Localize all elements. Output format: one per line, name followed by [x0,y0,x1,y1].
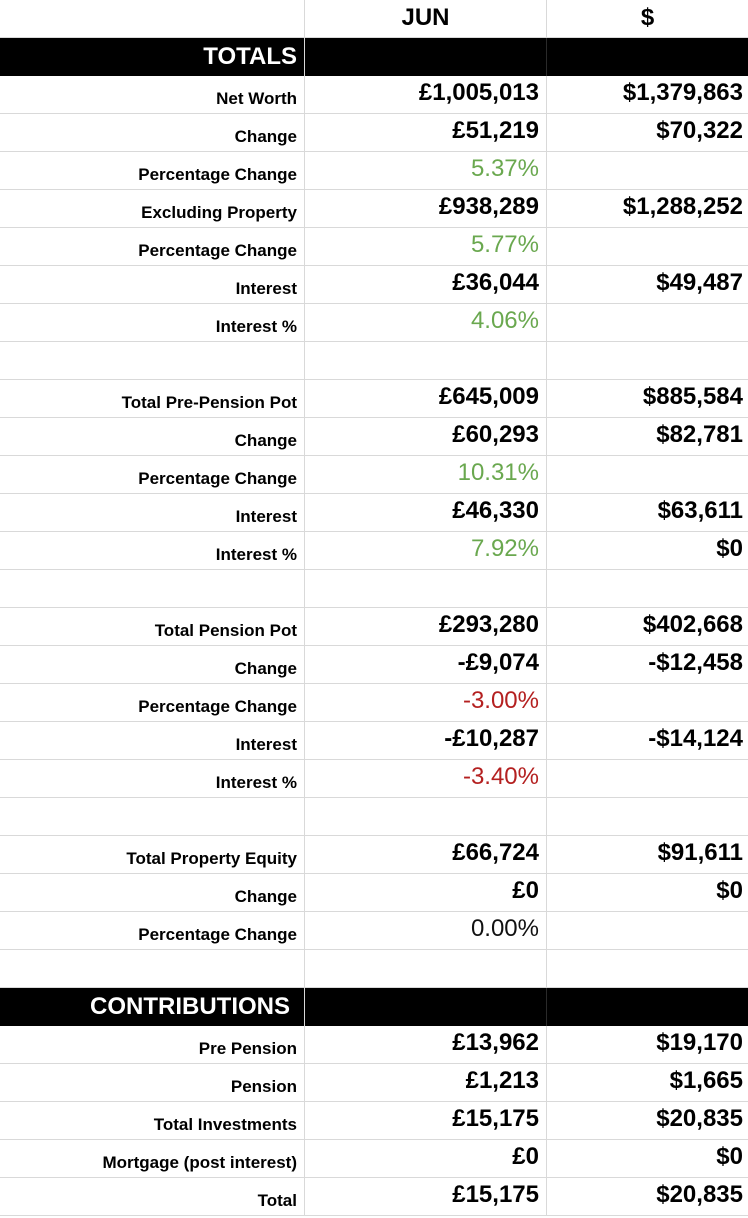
row-label[interactable]: Interest % [0,532,305,569]
usd-cell[interactable]: $1,665 [669,1066,743,1094]
row-label[interactable]: Change [0,418,305,455]
row-label[interactable]: Total Investments [0,1102,305,1139]
section-blank-cell[interactable] [305,988,547,1026]
row-label[interactable]: Percentage Change [0,912,305,949]
table-row [0,874,748,912]
table-row [0,228,748,266]
empty-row [0,342,748,380]
header-month[interactable]: JUN [305,0,547,37]
usd-cell[interactable]: $82,781 [656,420,743,448]
table-row [0,152,748,190]
gbp-cell[interactable]: £36,044 [305,266,547,303]
table-row [0,494,748,532]
empty-cell[interactable] [0,798,305,835]
empty-cell[interactable] [305,342,547,379]
gbp-cell[interactable]: £51,219 [305,114,547,151]
empty-cell[interactable] [305,798,547,835]
table-row [0,684,748,722]
empty-cell[interactable] [0,570,305,607]
percent-cell[interactable]: -3.00% [305,684,547,721]
row-label[interactable]: Interest % [0,760,305,797]
empty-row [0,950,748,988]
table-row [0,380,748,418]
empty-row [0,570,748,608]
section-blank-cell[interactable] [547,38,748,76]
row-label[interactable]: Total Property Equity [0,836,305,873]
header-usd[interactable]: $ [640,3,655,31]
gbp-cell[interactable]: £1,213 [305,1064,547,1101]
usd-cell[interactable]: -$12,458 [648,648,743,676]
gbp-cell[interactable]: £46,330 [305,494,547,531]
gbp-cell[interactable]: £0 [305,874,547,911]
table-row [0,836,748,874]
section-blank-cell[interactable] [305,38,547,76]
section-title-contributions[interactable]: CONTRIBUTIONS [0,988,305,1026]
table-row [0,1026,748,1064]
percent-cell[interactable]: 0.00% [305,912,547,949]
usd-cell[interactable] [547,760,748,797]
gbp-cell[interactable]: £66,724 [305,836,547,873]
row-label[interactable]: Total Pre-Pension Pot [0,380,305,417]
row-label[interactable]: Total [0,1178,305,1215]
percent-cell[interactable]: 7.92% [305,532,547,569]
row-label[interactable]: Interest [0,722,305,759]
empty-cell[interactable] [0,950,305,987]
table-row [0,266,748,304]
usd-cell[interactable]: $49,487 [656,268,743,296]
usd-cell[interactable]: $63,611 [657,496,743,524]
usd-cell[interactable]: $0 [716,1142,743,1170]
empty-cell[interactable] [547,798,748,835]
table-row [0,114,748,152]
table-row [0,760,748,798]
usd-cell[interactable] [547,304,748,341]
gbp-cell[interactable]: £15,175 [305,1102,547,1139]
table-row [0,456,748,494]
usd-cell[interactable] [547,152,748,189]
table-row [0,912,748,950]
table-row [0,722,748,760]
row-label[interactable]: Interest [0,266,305,303]
table-row [0,608,748,646]
gbp-cell[interactable]: £1,005,013 [305,76,547,113]
percent-cell[interactable]: 5.37% [305,152,547,189]
table-row [0,304,748,342]
table-row [0,76,748,114]
row-label[interactable]: Change [0,114,305,151]
section-title-totals[interactable]: TOTALS [0,38,305,76]
row-label[interactable]: Net Worth [0,76,305,113]
usd-cell[interactable]: $70,322 [656,116,743,144]
gbp-cell[interactable]: £645,009 [305,380,547,417]
table-row [0,418,748,456]
usd-cell[interactable]: $91,611 [657,838,743,866]
section-header-contributions [0,988,748,1026]
row-label[interactable]: Excluding Property [0,190,305,227]
percent-cell[interactable]: -3.40% [305,760,547,797]
gbp-cell[interactable]: £15,175 [305,1178,547,1215]
percent-cell[interactable]: 5.77% [305,228,547,265]
usd-cell[interactable]: $1,379,863 [622,78,743,106]
gbp-cell[interactable]: £293,280 [305,608,547,645]
section-header-totals [0,38,748,76]
usd-cell[interactable]: $1,288,252 [622,192,743,220]
row-label[interactable]: Pre Pension [0,1026,305,1063]
row-label[interactable]: Change [0,646,305,683]
table-row [0,532,748,570]
gbp-cell[interactable]: -£10,287 [305,722,547,759]
gbp-cell[interactable]: £0 [305,1140,547,1177]
row-label[interactable]: Percentage Change [0,684,305,721]
row-label[interactable]: Mortgage (post interest) [0,1140,305,1177]
row-label[interactable]: Change [0,874,305,911]
table-row [0,190,748,228]
row-label[interactable]: Total Pension Pot [0,608,305,645]
row-label[interactable]: Percentage Change [0,152,305,189]
percent-cell[interactable]: 10.31% [305,456,547,493]
row-label[interactable]: Percentage Change [0,228,305,265]
empty-cell[interactable] [0,342,305,379]
gbp-cell[interactable]: -£9,074 [305,646,547,683]
usd-cell[interactable]: $0 [716,876,743,904]
usd-cell[interactable] [547,912,748,949]
empty-cell[interactable] [547,342,748,379]
header-row [0,0,748,38]
gbp-cell[interactable]: £13,962 [305,1026,547,1063]
table-row [0,1140,748,1178]
empty-row [0,798,748,836]
usd-cell[interactable]: $402,668 [642,610,743,638]
row-label[interactable]: Percentage Change [0,456,305,493]
usd-cell[interactable]: -$14,124 [648,724,743,752]
empty-cell[interactable] [547,950,748,987]
table-row [0,1178,748,1216]
percent-cell[interactable]: 4.06% [305,304,547,341]
table-row [0,1102,748,1140]
usd-cell[interactable] [547,684,748,721]
usd-cell[interactable] [547,228,748,265]
usd-cell[interactable] [547,456,748,493]
usd-cell[interactable]: $19,170 [656,1028,743,1056]
table-row [0,646,748,684]
row-label[interactable]: Interest [0,494,305,531]
table-row [0,1064,748,1102]
usd-cell[interactable]: $885,584 [642,382,743,410]
empty-cell[interactable] [305,950,547,987]
usd-cell[interactable]: $20,835 [656,1104,743,1132]
section-blank-cell[interactable] [547,988,748,1026]
usd-cell[interactable]: $0 [716,534,743,562]
usd-cell[interactable]: $20,835 [656,1180,743,1208]
row-label[interactable]: Interest % [0,304,305,341]
empty-cell[interactable] [305,570,547,607]
header-label-cell[interactable] [0,0,305,37]
row-label[interactable]: Pension [0,1064,305,1101]
gbp-cell[interactable]: £938,289 [305,190,547,227]
gbp-cell[interactable]: £60,293 [305,418,547,455]
empty-cell[interactable] [547,570,748,607]
